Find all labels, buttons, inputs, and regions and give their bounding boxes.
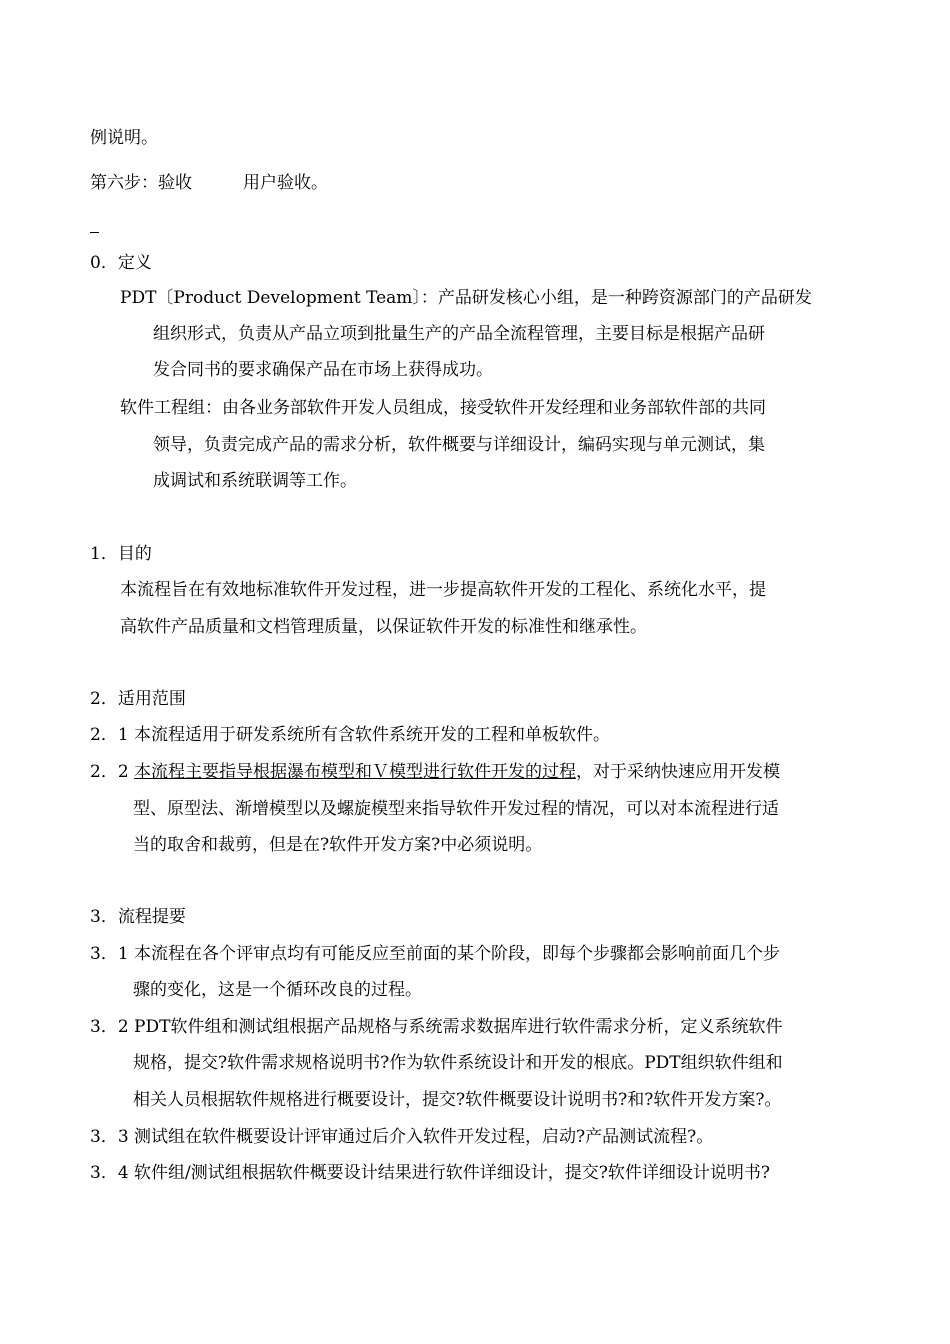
scope-item-2-2-line-1 bbox=[90, 761, 780, 783]
summary-item-3-3: 3．3 测试组在软件概要设计评审通过后介入软件开发过程，启动?产品测试流程?。 bbox=[90, 1127, 714, 1147]
pdt-definition-line-1: PDT〔Product Development Team〕：产品研发核心小组，是一种跨资源部门的产品研发 bbox=[120, 288, 812, 308]
summary-item-3-1-line-2: 骤的变化，这是一个循环改良的过程。 bbox=[133, 980, 422, 1000]
summary-item-3-2-line-1: 3．2 PDT软件组和测试组根据产品规格与系统需求数据库进行软件需求分析，定义系统软件 bbox=[90, 1017, 783, 1037]
scope-item-2-2-line-2: 型、原型法、渐增模型以及螺旋模型来指导软件开发过程的情况，可以对本流程进行适 bbox=[133, 799, 779, 819]
purpose-line-1: 本流程旨在有效地标准软件开发过程，进一步提高软件开发的工程化、系统化水平，提 bbox=[120, 580, 766, 600]
pdt-definition-line-3: 发合同书的要求确保产品在市场上获得成功。 bbox=[153, 360, 493, 380]
software-group-definition-line-3: 成调试和系统联调等工作。 bbox=[153, 471, 357, 491]
continuation-line: 例说明。 bbox=[90, 128, 158, 148]
section-2-heading: 2．适用范围 bbox=[90, 689, 186, 709]
summary-item-3-4-line-1: 3．4 软件组/测试组根据软件概要设计结果进行软件详细设计，提交?软件详细设计说明书? bbox=[90, 1163, 770, 1183]
section-0-heading: 0．定义 bbox=[90, 253, 152, 273]
software-group-definition-line-1: 软件工程组：由各业务部软件开发人员组成，接受软件开发经理和业务部软件部的共同 bbox=[120, 398, 766, 418]
scope-item-2-2-underlined: 本流程主要指导根据瀑布模型和Ｖ模型进行软件开发的过程 bbox=[134, 762, 577, 782]
step-six-line: 第六步：验收 用户验收。 bbox=[90, 173, 328, 193]
summary-item-3-1-line-1: 3．1 本流程在各个评审点均有可能反应至前面的某个阶段，即每个步骤都会影响前面几个步 bbox=[90, 944, 781, 964]
scope-item-2-2-rest: ，对于采纳快速应用开发模 bbox=[576, 762, 781, 782]
text-cursor-mark bbox=[90, 232, 99, 233]
scope-item-2-2-line-3: 当的取舍和裁剪，但是在?软件开发方案?中必须说明。 bbox=[133, 835, 543, 855]
purpose-line-2: 高软件产品质量和文档管理质量，以保证软件开发的标准性和继承性。 bbox=[120, 617, 647, 637]
scope-item-2-2-number: 2．2 bbox=[90, 762, 135, 782]
software-group-definition-line-2: 领导，负责完成产品的需求分析，软件概要与详细设计，编码实现与单元测试，集 bbox=[153, 435, 765, 455]
scope-item-2-1: 2．1 本流程适用于研发系统所有含软件系统开发的工程和单板软件。 bbox=[90, 725, 611, 745]
summary-item-3-2-line-2: 规格，提交?软件需求规格说明书?作为软件系统设计和开发的根底。PDT组织软件组和 bbox=[133, 1053, 783, 1073]
section-1-heading: 1．目的 bbox=[90, 544, 152, 564]
summary-item-3-2-line-3: 相关人员根据软件规格进行概要设计，提交?软件概要设计说明书?和?软件开发方案?。 bbox=[133, 1090, 782, 1110]
pdt-definition-line-2: 组织形式，负责从产品立项到批量生产的产品全流程管理，主要目标是根据产品研 bbox=[153, 324, 765, 344]
section-3-heading: 3．流程提要 bbox=[90, 907, 186, 927]
